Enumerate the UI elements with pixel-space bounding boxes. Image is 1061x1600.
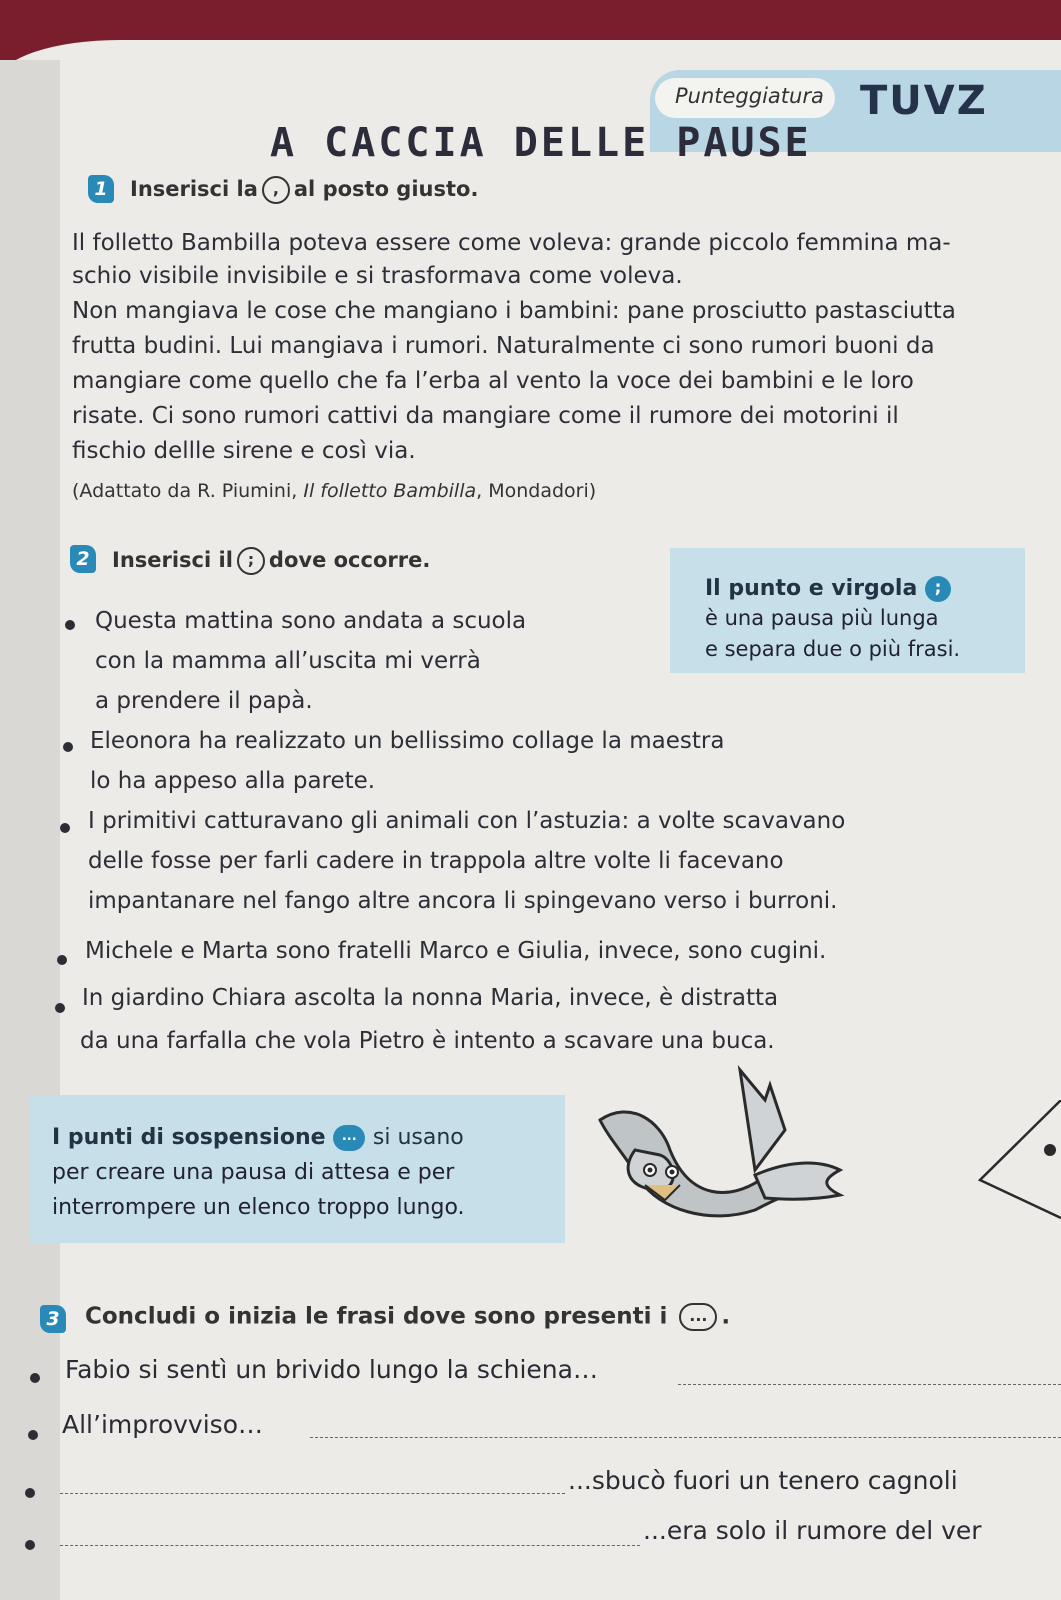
semicolon-info-line: è una pausa più lunga	[705, 606, 939, 630]
exercise-1-instruction	[130, 176, 478, 204]
text-line: frutta budini. Lui mangiava i rumori. Naturalmente ci sono rumori buoni da	[72, 333, 935, 359]
bullet	[30, 1373, 40, 1383]
instruction-text: Inserisci il	[112, 548, 233, 572]
semicolon-symbol: ;	[237, 547, 265, 575]
ellipsis-info-line: per creare una pausa di attesa e per	[52, 1160, 455, 1185]
text-line: Il folletto Bambilla poteva essere come voleva: grande piccolo femmina ma-	[72, 230, 951, 256]
info-title-text: I punti di sospensione	[52, 1125, 326, 1150]
sentence-end: ...era solo il rumore del ver	[643, 1516, 982, 1545]
section-label: Punteggiatura	[675, 84, 824, 108]
instruction-text: .	[721, 1303, 731, 1330]
semicolon-info-title	[705, 576, 951, 602]
sentence-start: Fabio si sentì un brivido lungo la schiena…	[65, 1355, 598, 1384]
page-title: A CACCIA DELLE PAUSE	[270, 120, 812, 166]
text-line: mangiare come quello che fa l’erba al vento la voce dei bambini e le loro	[72, 368, 914, 394]
bullet	[57, 955, 67, 965]
citation-text: , Mondadori)	[476, 480, 597, 502]
instruction-text: Inserisci la	[130, 177, 258, 201]
answer-line[interactable]	[310, 1437, 1061, 1438]
info-title-text: Il punto e virgola	[705, 576, 918, 601]
citation-text: (Adattato da R. Piumini,	[72, 480, 304, 502]
ellipsis-info-title	[52, 1125, 464, 1151]
exercise-1-number: 1	[88, 175, 114, 203]
text-line: fischio dellle sirene e così via.	[72, 438, 416, 464]
left-page-edge	[0, 60, 60, 1600]
answer-line[interactable]	[60, 1493, 565, 1494]
sentence-end: ...sbucò fuori un tenero cagnoli	[568, 1466, 958, 1495]
letters-logo: TUVZ	[860, 78, 988, 124]
bird-illustration	[590, 1060, 890, 1230]
answer-line[interactable]	[678, 1384, 1061, 1385]
sentence-line: Eleonora ha realizzato un bellissimo collage la maestra	[90, 728, 725, 754]
sentence-start: All’improvviso…	[62, 1410, 263, 1439]
bullet	[63, 742, 73, 752]
ellipsis-info-line: interrompere un elenco troppo lungo.	[52, 1195, 465, 1220]
text-line: schio visibile invisibile e si trasformava come voleva.	[72, 263, 683, 289]
semicolon-badge: ;	[925, 576, 951, 602]
exercise-2-instruction	[112, 547, 430, 575]
kite-illustration	[960, 1100, 1061, 1220]
sentence-line: con la mamma all’uscita mi verrà	[95, 648, 481, 674]
exercise-3-instruction	[85, 1303, 730, 1331]
bullet	[55, 1003, 65, 1013]
sentence-line: In giardino Chiara ascolta la nonna Maria, invece, è distratta	[82, 985, 779, 1011]
bullet	[60, 823, 70, 833]
bullet	[25, 1540, 35, 1550]
instruction-text: Concludi o inizia le frasi dove sono presenti i	[85, 1303, 668, 1330]
info-title-text: si usano	[372, 1125, 464, 1150]
instruction-text: dove occorre.	[268, 548, 431, 572]
instruction-text: al posto giusto.	[293, 177, 479, 201]
bullet	[65, 620, 75, 630]
sentence-line: delle fosse per farli cadere in trappola altre volte li facevano	[88, 848, 784, 874]
ellipsis-badge: ...	[333, 1125, 365, 1151]
bullet	[25, 1488, 35, 1498]
source-citation	[72, 480, 596, 502]
answer-line[interactable]	[60, 1545, 640, 1546]
exercise-2-number: 2	[70, 545, 96, 573]
sentence-line: da una farfalla che vola Pietro è intento a scavare una buca.	[80, 1028, 775, 1054]
sentence-line: impantanare nel fango altre ancora li spingevano verso i burroni.	[88, 888, 838, 914]
citation-book-title: Il folletto Bambilla	[303, 480, 477, 502]
sentence-line: a prendere il papà.	[95, 688, 313, 714]
comma-symbol: ,	[262, 176, 290, 204]
sentence-line: lo ha appeso alla parete.	[90, 768, 376, 794]
exercise-3-number: 3	[40, 1305, 66, 1333]
ellipsis-symbol: ...	[679, 1303, 717, 1331]
text-line: Non mangiava le cose che mangiano i bambini: pane prosciutto pastasciutta	[72, 298, 956, 324]
sentence-line: I primitivi catturavano gli animali con l’astuzia: a volte scavavano	[88, 808, 846, 834]
semicolon-info-line: e separa due o più frasi.	[705, 637, 961, 661]
sentence-line: Michele e Marta sono fratelli Marco e Giulia, invece, sono cugini.	[85, 938, 827, 964]
sentence-line: Questa mattina sono andata a scuola	[95, 608, 527, 634]
bullet	[28, 1430, 38, 1440]
text-line: risate. Ci sono rumori cattivi da mangiare come il rumore dei motorini il	[72, 403, 899, 429]
